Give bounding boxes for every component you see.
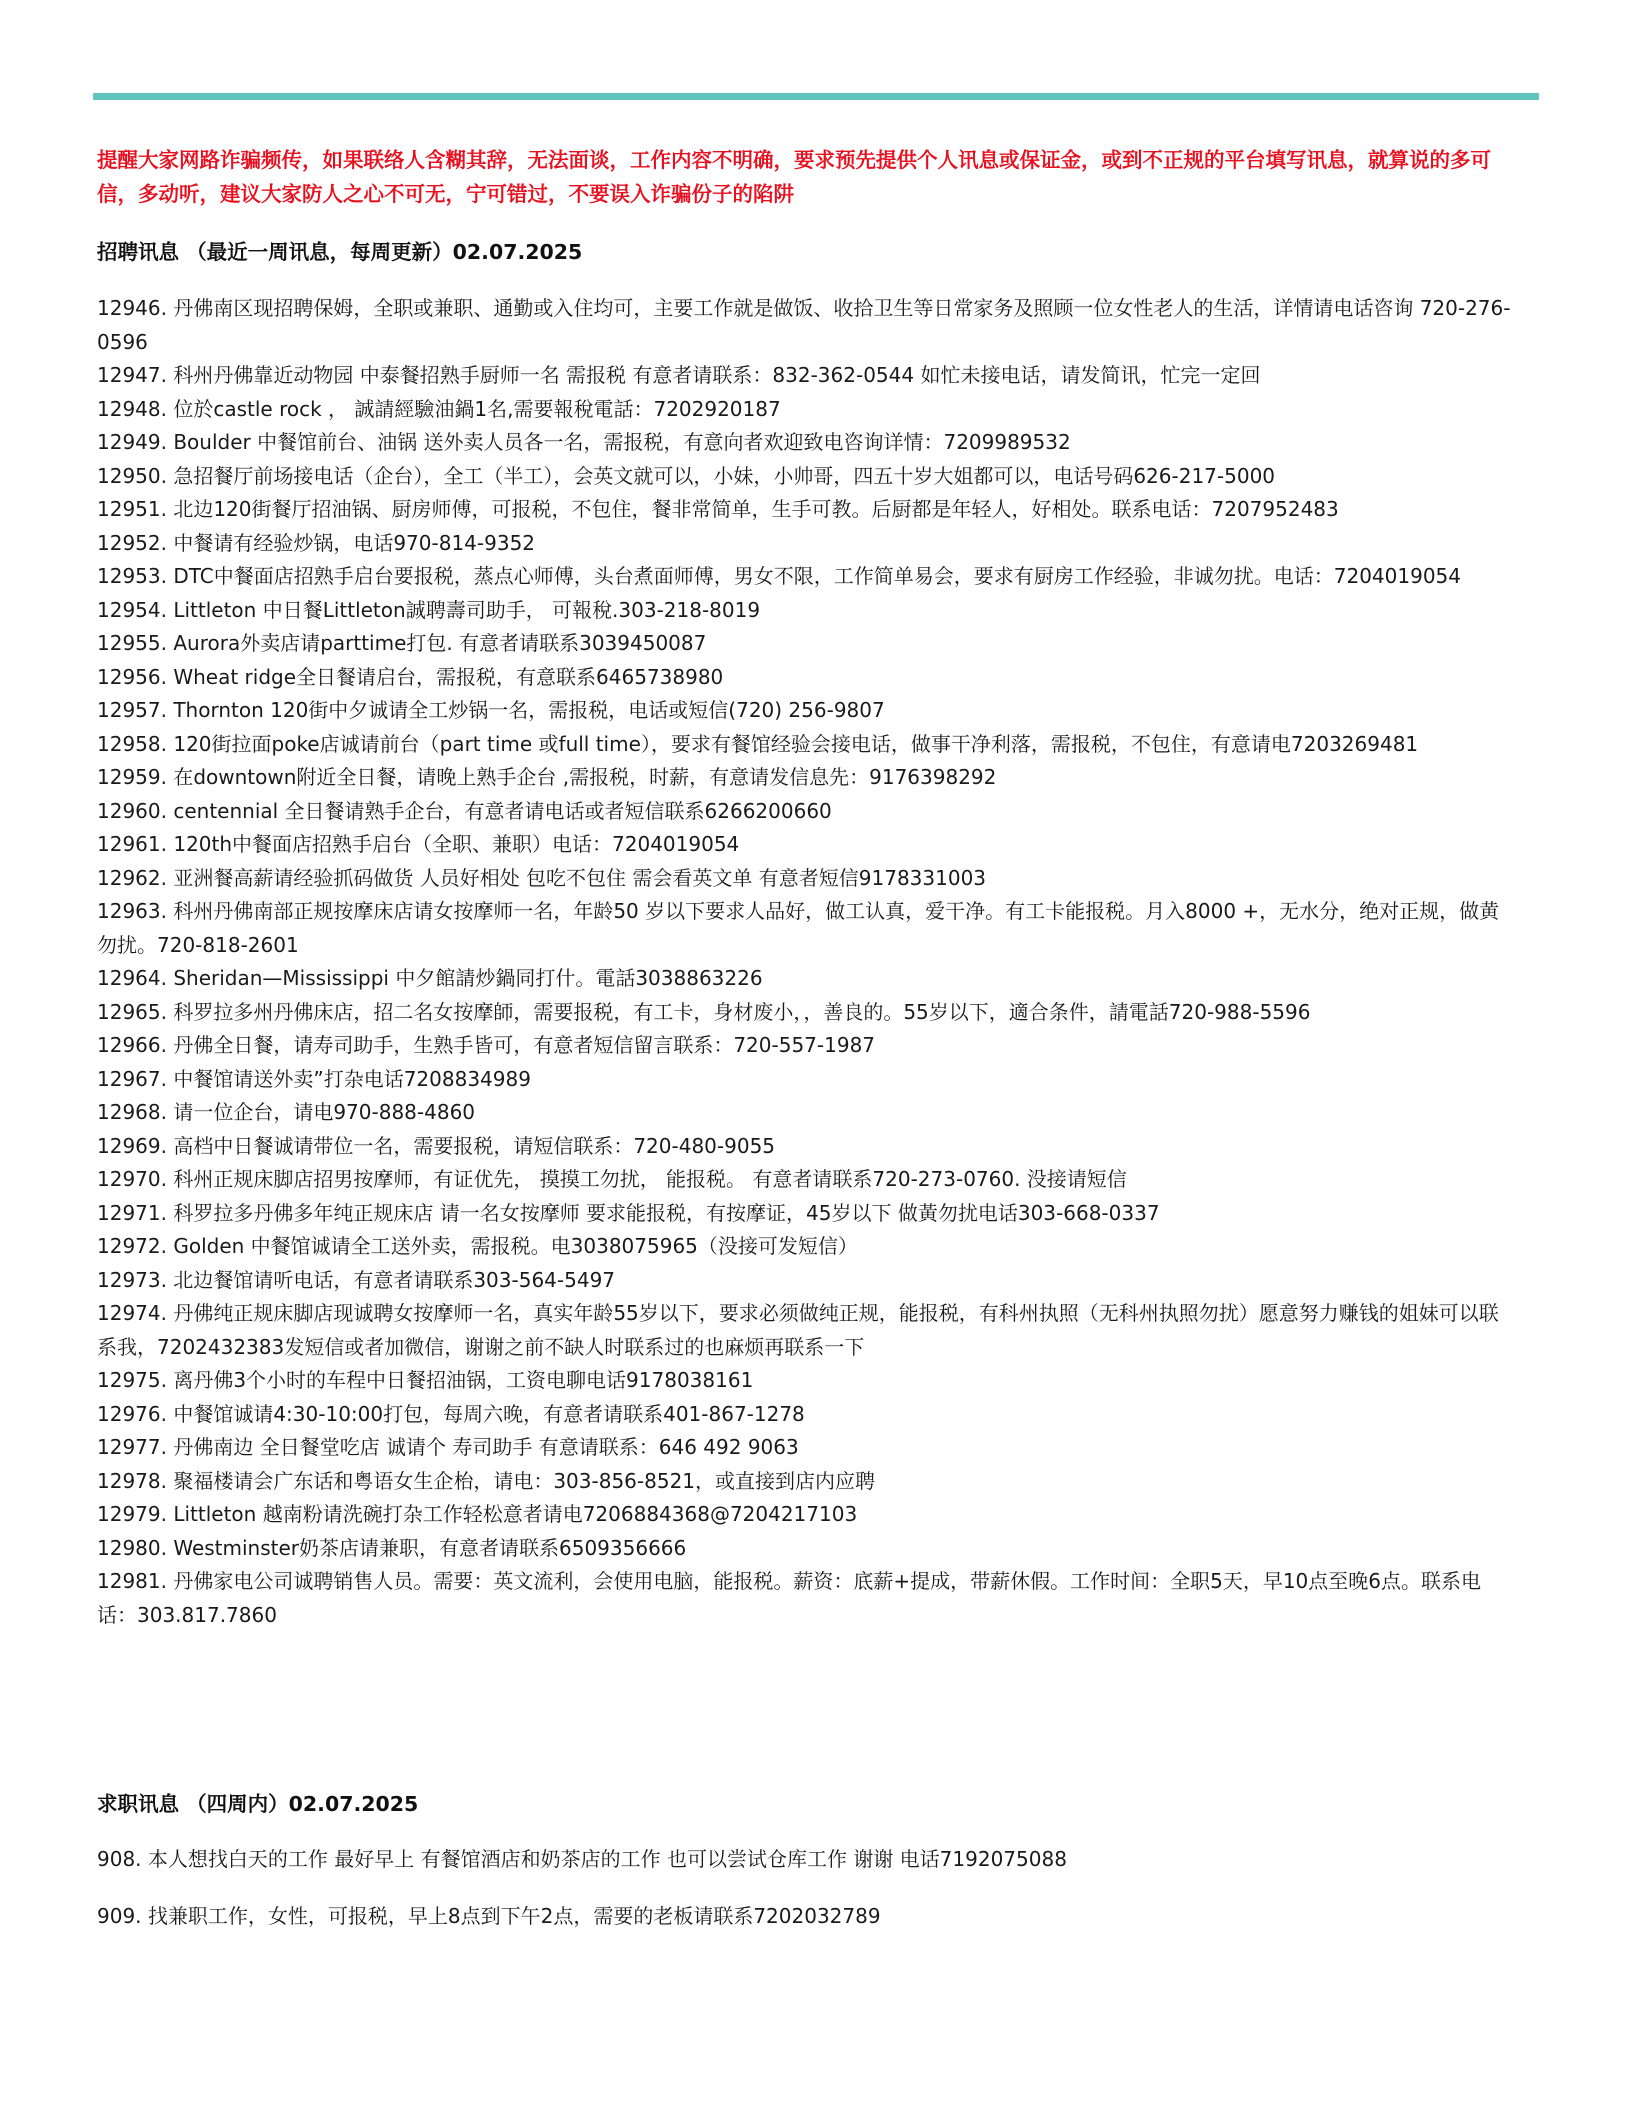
seeking-list — [97, 1843, 1517, 1956]
job-item: 12970. 科州正规床脚店招男按摩师，有证优先， 摸摸工勿扰， 能报税。 有意者请联系720-273-0760. 没接请短信 — [97, 1167, 1127, 1191]
job-item: 12978. 聚福楼请会广东话和粤语女生企枱，请电：303-856-8521，或直接到店内应聘 — [97, 1468, 876, 1493]
job-item: 12981. 丹佛家电公司诚聘销售人员。需要：英文流利，会使用电脑，能报税。薪资：底薪+提成，带薪休假。工作时间：全职5天，早10点至晚6点。联系电话：303.817.7860 — [97, 1569, 1481, 1627]
job-item: 12954. Littleton 中日餐Littleton誠聘壽司助手， 可報稅.303-218-8019 — [97, 597, 761, 622]
job-item: 12948. 位於castle rock ， 誠請經驗油鍋1名,需要報稅電話：7202920187 — [97, 396, 781, 421]
job-item: 12967. 中餐馆请送外卖”打杂电话7208834989 — [97, 1066, 531, 1091]
job-item: 12961. 120th中餐面店招熟手启台（全职、兼职）电话：7204019054 — [97, 832, 740, 856]
seeking-item: 908. 本人想找白天的工作 最好早上 有餐馆酒店和奶茶店的工作 也可以尝试仓库工作 谢谢 电话7192075088 — [97, 1847, 1067, 1871]
job-item: 12976. 中餐馆诚请4:30-10:00打包，每周六晚，有意者请联系401-867-1278 — [97, 1401, 805, 1426]
fraud-warning: 提醒大家网路诈骗频传，如果联络人含糊其辞，无法面谈，工作内容不明确，要求预先提供个人讯息或保证金，或到不正规的平台填写讯息，就算说的多可信，多动听，建议大家防人之心不可无，宁可错过，不要误入诈骗份子的陷阱 — [97, 148, 1491, 206]
job-item: 12966. 丹佛全日餐，请寿司助手，生熟手皆可，有意者短信留言联系：720-557-1987 — [97, 1033, 876, 1057]
job-item: 12949. Boulder 中餐馆前台、油锅 送外卖人员各一名，需报税，有意向者欢迎致电咨询详情：7209989532 — [97, 430, 1071, 454]
job-item: 12964. Sheridan—Mississippi 中夕館請炒鍋同打什。電話3038863226 — [97, 966, 763, 990]
job-item: 12973. 北边餐馆请听电话，有意者请联系303-564-5497 — [97, 1267, 616, 1292]
job-item: 12959. 在downtown附近全日餐，请晚上熟手企台 ,需报税，时薪，有意请发信息先：9176398292 — [97, 765, 997, 789]
top-divider — [93, 93, 1539, 100]
job-item: 12950. 急招餐厅前场接电话（企台），全工（半工），会英文就可以，小妹，小帅哥，四五十岁大姐都可以，电话号码626-217-5000 — [97, 463, 1276, 488]
job-item: 12957. Thornton 120街中夕诚请全工炒锅一名，需报税，电话或短信(720) 256-9807 — [97, 698, 885, 722]
job-item: 12960. centennial 全日餐请熟手企台，有意者请电话或者短信联系6266200660 — [97, 798, 832, 823]
job-item: 12971. 科罗拉多丹佛多年纯正规床店 请一名女按摩师 要求能报税，有按摩证，45岁以下 做黃勿扰电话303-668-0337 — [97, 1200, 1160, 1225]
job-item: 12980. Westminster奶茶店请兼职，有意者请联系6509356666 — [97, 1535, 687, 1560]
job-item: 12947. 科州丹佛靠近动物园 中泰餐招熟手厨师一名 需报税 有意者请联系：832-362-0544 如忙未接电话，请发简讯，忙完一定回 — [97, 363, 1261, 387]
job-item: 12951. 北边120街餐厅招油锅、厨房师傅，可报税，不包住，餐非常简单，生手可教。后厨都是年轻人，好相处。联系电话：7207952483 — [97, 497, 1339, 521]
seeking-item: 909. 找兼职工作，女性，可报税，早上8点到下午2点，需要的老板请联系7202032789 — [97, 1903, 881, 1928]
job-item: 12962. 亚洲餐高薪请经验抓码做货 人员好相处 包吃不包住 需会看英文单 有意者短信9178331003 — [97, 865, 987, 890]
job-list — [97, 292, 1517, 1632]
job-item: 12969. 高档中日餐诚请带位一名，需要报税，请短信联系：720-480-9055 — [97, 1133, 776, 1158]
job-item: 12977. 丹佛南边 全日餐堂吃店 诚请个 寿司助手 有意请联系：646 492 9063 — [97, 1435, 799, 1459]
job-item: 12965. 科罗拉多州丹佛床店，招二名女按摩師，需要报税，有工卡，身材废小，，善良的。55岁以下，適合条件，請電話720-988-5596 — [97, 999, 1311, 1024]
job-item: 12952. 中餐请有经验炒锅，电话970-814-9352 — [97, 530, 536, 555]
job-item: 12979. Littleton 越南粉请洗碗打杂工作轻松意者请电7206884368@7204217103 — [97, 1502, 858, 1526]
job-item: 12975. 离丹佛3个小时的车程中日餐招油锅，工资电聊电话9178038161 — [97, 1368, 754, 1392]
job-item: 12953. DTC中餐面店招熟手启台要报税，蒸点心师傅，头台煮面师傅，男女不限，工作简单易会，要求有厨房工作经验，非诚勿扰。电话：7204019054 — [97, 564, 1461, 588]
job-item: 12972. Golden 中餐馆诚请全工送外卖，需报税。电3038075965（没接可发短信） — [97, 1234, 858, 1258]
job-item: 12968. 请一位企台，请电970-888-4860 — [97, 1100, 476, 1124]
job-item: 12956. Wheat ridge全日餐请启台，需报税，有意联系6465738980 — [97, 664, 724, 689]
job-item: 12955. Aurora外卖店请parttime打包. 有意者请联系3039450087 — [97, 631, 707, 655]
jobs-heading: 招聘讯息 （最近一周讯息，每周更新）02.07.2025 — [97, 240, 583, 264]
job-item: 12974. 丹佛纯正规床脚店现诚聘女按摩师一名，真实年龄55岁以下，要求必须做纯正规，能报税，有科州执照（无科州执照勿扰）愿意努力赚钱的姐妹可以联系我，7202432383发短信或者加微信，谢谢之前不缺人时联系过的也麻烦再联系一下 — [97, 1301, 1499, 1359]
seeking-heading: 求职讯息 （四周内）02.07.2025 — [97, 1792, 419, 1816]
job-item: 12946. 丹佛南区现招聘保姆，全职或兼职、通勤或入住均可，主要工作就是做饭、收拾卫生等日常家务及照顾一位女性老人的生活，详情请电话咨询 720-276-0596 — [97, 296, 1511, 354]
job-item: 12958. 120街拉面poke店诚请前台（part time 或full time），要求有餐馆经验会接电话，做事干净利落，需报税，不包住，有意请电7203269481 — [97, 731, 1419, 756]
job-item: 12963. 科州丹佛南部正规按摩床店请女按摩师一名，年龄50 岁以下要求人品好，做工认真，爱干净。有工卡能报税。月入8000 +，无水分，绝对正规，做黄勿扰。720-818-2601 — [97, 899, 1500, 957]
